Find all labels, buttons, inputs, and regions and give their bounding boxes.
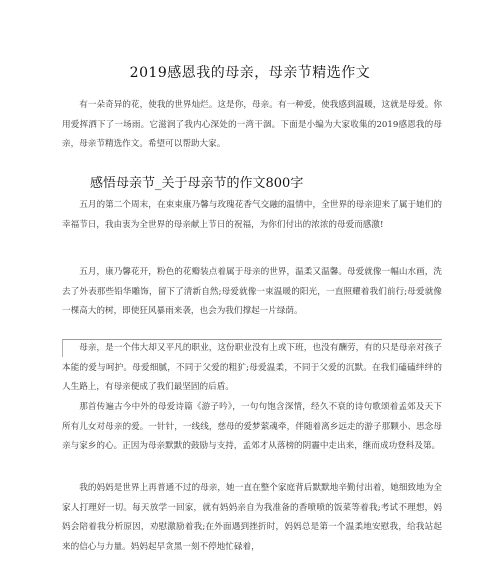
body-paragraph-4: 那首传遍古今中外的母爱诗篇《游子吟》，一句句饱含深情，经久不衰的诗句歌颂着孟郊及天下所有儿女对母亲的爱。一针针，一线线，慈母的爱梦萦魂牵，伴随着离乡远走的游子那颗小、思念母亲与家乡的心。正因为母亲默默的鼓励与支持，孟郊才从落榜的阴霾中走出来，继而成功登科及第。 [62,402,442,451]
body-paragraph-3: 母亲，是一个伟大却又平凡的职业，这份职业没有上或下班，也没有酬劳，有的只是母亲对孩子本能的爱与呵护。母爱细腻，不同于父爱的粗犷;母爱温柔，不同于父爱的沉默。在我们磕磕绊绊的人生路上，有母亲便成了我们最坚固的后盾。 [62,343,442,392]
intro-paragraph: 有一朵奇异的花，使我的世界灿烂。这是你，母亲。有一种爱，使我感到温暖，这就是母爱。你用爱挥洒下了一场雨。它滋润了我内心深处的一湾干涸。下面是小编为大家收集的2019感恩我的母亲，母亲节精选作文。希望可以帮助大家。 [62,100,442,149]
section-heading: 感悟母亲节_关于母亲节的作文800字 [90,176,304,191]
body-paragraph-5: 我的妈妈是世界上再普通不过的母亲，她一直在整个家庭背后默默地辛勤付出着，她细致地为全家人打理好一切。每天放学一回家，就有妈妈亲自为我准备的香喷喷的饭菜等着我;考试不理想，妈妈会陪着我分析原因，劝慰激励着我;在外面遇到挫折时，妈妈总是第一个温柔地安慰我，给我站起来的信心与力量。妈妈起早贪黑一刻不停地忙碌着， [62,483,442,552]
body-paragraph-2: 五月，康乃馨花开，粉色的花瓣装点着属于母亲的世界，温柔又温馨。母爱就像一幅山水画，洗去了外表那些铅华雕饰，留下了清新自然;母爱就像一束温暖的阳光，一直照耀着我们前行;母爱就像一棵高大的树，即使狂风暴雨来袭，也会为我们撑起一片绿荫。 [62,267,442,316]
body-paragraph-1: 五月的第二个周末，在束束康乃馨与玫瑰花香气交融的温情中，全世界的母亲迎来了属于她们的幸福节日，我由衷为全世界的母亲献上节日的祝福，为你们付出的浓浓的母爱而感激! [62,200,442,230]
page-title: 2019感恩我的母亲，母亲节精选作文 [129,65,371,81]
